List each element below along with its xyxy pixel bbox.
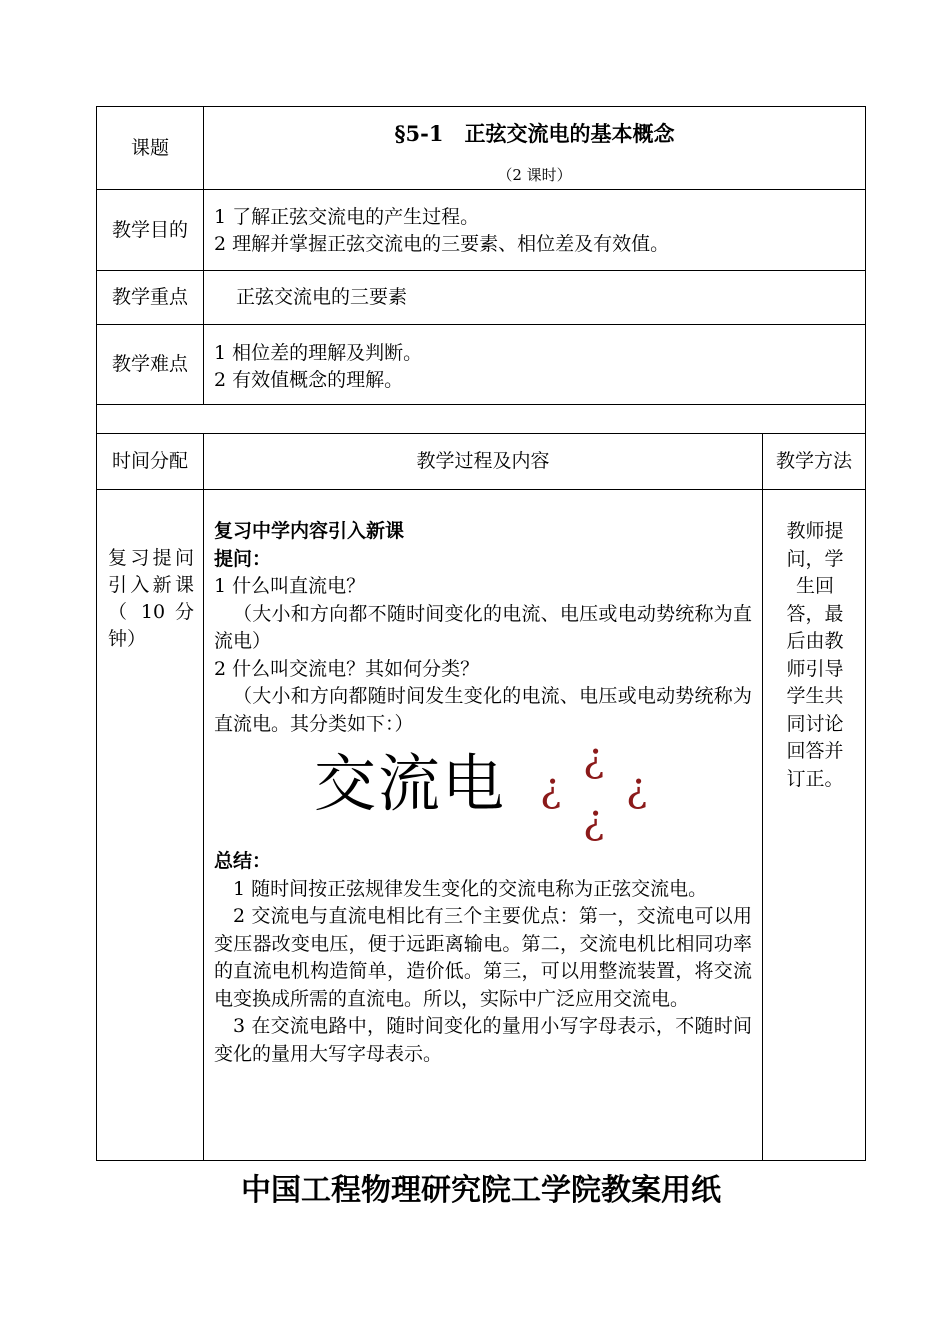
objective-item: 1 了解正弦交流电的产生过程。 (214, 206, 480, 228)
summary-item: 2 交流电与直流电相比有三个主要优点：第一，交流电可以用变压器改变电压，便于远距离输电。第二，交流电机比相同功率的直流电机构造简单，造价低。第三，可以用整流装置，将交流电变换成所需的直流电。所以，实际中广泛应用交流电。 (214, 905, 752, 1010)
difficulties-content (214, 340, 854, 394)
row-divider (96, 189, 866, 190)
branch-glyph: ¿ (540, 765, 562, 811)
row-divider (96, 324, 866, 325)
time-line: （ 10 分 (108, 601, 194, 623)
teaching-method: 教师提问，学生回答，最后由教师引导学生共同讨论回答并订正。 (786, 520, 844, 790)
time-column-header: 时间分配 (111, 450, 188, 472)
column-divider (203, 106, 204, 404)
difficulty-item: 2 有效值概念的理解。 (214, 369, 404, 391)
difficulty-item: 1 相位差的理解及判断。 (214, 342, 423, 364)
summary-item: 1 随时间按正弦规律发生变化的交流电称为正弦交流电。 (233, 877, 708, 900)
summary-label: 总结： (214, 850, 272, 872)
time-line: 复习提问 (108, 547, 194, 569)
column-divider (762, 433, 763, 1160)
branch-glyph: ¿ (583, 735, 605, 781)
row-divider (96, 489, 866, 490)
branch-glyph: ¿ (626, 765, 648, 811)
difficulties-label: 教学难点 (111, 353, 188, 375)
answer-1: （大小和方向都不随时间变化的电流、电压或电动势统称为直流电） (214, 602, 752, 652)
time-line: 引入新课 (108, 574, 194, 596)
process-column-header: 教学过程及内容 (416, 450, 550, 472)
summary (214, 848, 752, 1068)
time-allocation (108, 545, 194, 653)
process-content (214, 518, 752, 738)
table-right-border (865, 106, 866, 1160)
question-1: 1 什么叫直流电？ (214, 575, 366, 597)
lesson-title: §5-1 正弦交流电的基本概念 (394, 121, 675, 146)
objectives-label: 教学目的 (111, 218, 188, 241)
footer-title: 中国工程物理研究院工学院教案用纸 (241, 1173, 721, 1208)
question-2: 2 什么叫交流电？其如何分类？ (214, 657, 480, 680)
summary-item: 3 在交流电路中，随时间变化的量用小写字母表示，不随时间变化的量用大写字母表示。 (214, 1015, 752, 1065)
ac-classification-word: 交流电 (314, 747, 507, 820)
question-label: 提问： (214, 547, 272, 570)
section-heading: 复习中学内容引入新课 (214, 520, 405, 542)
topic-label: 课题 (130, 136, 169, 159)
time-line: 钟） (108, 628, 147, 650)
branch-glyph: ¿ (583, 797, 605, 843)
row-divider (96, 404, 866, 405)
key-points-text: 正弦交流电的三要素 (236, 286, 408, 308)
objective-item: 2 理解并掌握正弦交流电的三要素、相位差及有效值。 (214, 233, 670, 255)
objectives-content (214, 204, 854, 258)
lesson-hours: （2 课时） (497, 166, 572, 184)
answer-2: （大小和方向都随时间发生变化的电流、电压或电动势统称为直流电。其分类如下：） (214, 685, 752, 735)
table-bottom-border (96, 1160, 866, 1161)
method-column-header: 教学方法 (775, 450, 852, 472)
key-points-label: 教学重点 (111, 286, 188, 308)
column-divider (203, 433, 204, 1160)
row-divider (96, 270, 866, 271)
table-top-border (96, 106, 866, 107)
